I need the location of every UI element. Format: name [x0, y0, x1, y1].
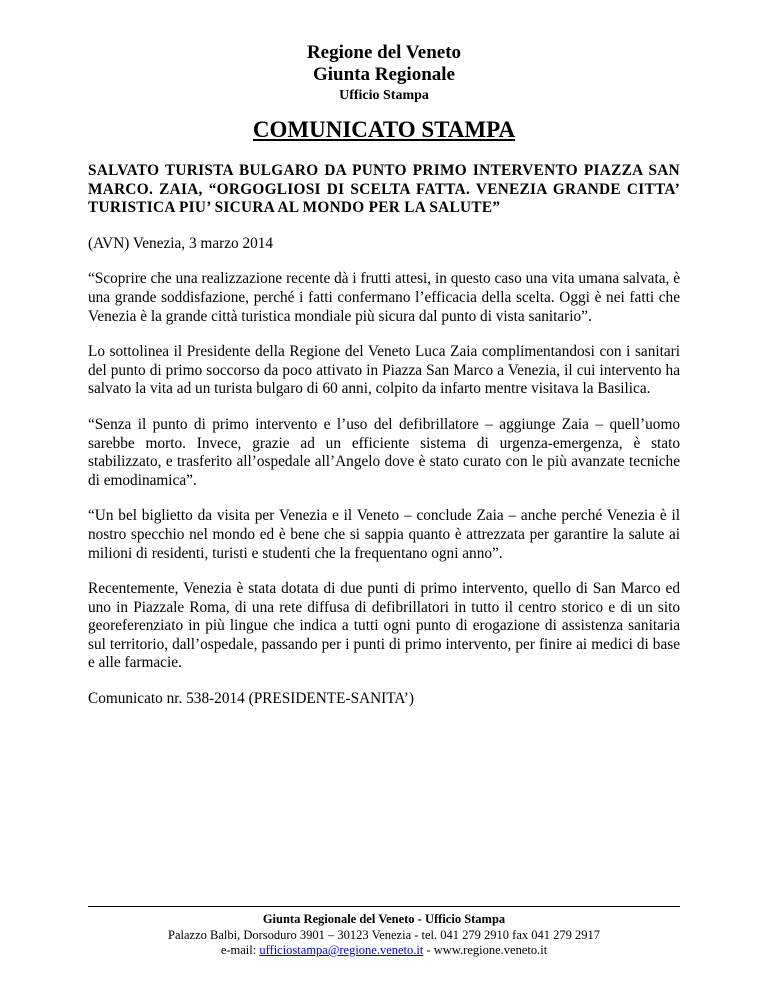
- release-number: Comunicato nr. 538-2014 (PRESIDENTE-SANITA’): [88, 690, 414, 708]
- footer-office: Giunta Regionale del Veneto - Ufficio Stampa: [262, 912, 506, 926]
- footer-contacts: [0, 943, 768, 959]
- footer: [0, 912, 768, 959]
- letterhead-region: Regione del Veneto: [306, 42, 462, 63]
- paragraph-1: “Scoprire che una realizzazione recente dà i frutti attesi, in questo caso una vita umana salvata, è una grande soddisfazione, perché i fatti confermano l’efficacia della scelta. Oggi è nei fatti che Venezia è la grande città turistica mondiale più sicura dal punto di vista sanitario”.: [88, 270, 680, 325]
- footer-address: Palazzo Balbi, Dorsoduro 3901 – 30123 Venezia - tel. 041 279 2910 fax 041 279 2917: [168, 927, 600, 942]
- paragraph-2: Lo sottolinea il Presidente della Regione del Veneto Luca Zaia complimentandosi con i sanitari del punto di primo soccorso da poco attivato in Piazza San Marco a Venezia, il cui intervento ha salvato la vita ad un turista bulgaro di 60 anni, colpito da infarto mentre visitava la Basilica.: [88, 343, 680, 398]
- letterhead: [0, 42, 768, 106]
- paragraph-5: Recentemente, Venezia è stata dotata di due punti di primo intervento, quello di San Marco ed uno in Piazzale Roma, di una rete diffusa di defibrillatori in tutto il centro storico e di un sito georeferenziato in più lingue che indica a tutti ogni punto di erogazione di assistenza sanitaria sul territorio, dall’ospedale, passando per i punti di primo intervento, per finire ai medici di base e alle farmacie.: [88, 580, 680, 672]
- paragraph-3: “Senza il punto di primo intervento e l’uso del defibrillatore – aggiunge Zaia – quell’uomo sarebbe morto. Invece, grazie ad un efficiente sistema di urgenza-emergenza, è stato stabilizzato, e trasferito all’ospedale all’Angelo dove è stato curato con le più avanzate tecniche di emodinamica”.: [88, 415, 680, 489]
- footer-divider: [88, 906, 680, 907]
- letterhead-office: Ufficio Stampa: [339, 88, 429, 103]
- paragraph-4: “Un bel biglietto da visita per Venezia e il Veneto – conclude Zaia – anche perché Venezia è il nostro specchio nel mondo ed è bene che si sappia quanto è attrezzata per garantire la salute ai milioni di residenti, turisti e studenti che la frequentano ogni anno”.: [88, 507, 680, 562]
- letterhead-council: Giunta Regionale: [313, 64, 455, 85]
- dateline: (AVN) Venezia, 3 marzo 2014: [88, 234, 274, 252]
- email-label: e-mail:: [220, 943, 260, 957]
- email-link[interactable]: ufficiostampa@regione.veneto.it: [259, 943, 424, 957]
- website-text: - www.regione.veneto.it: [423, 943, 548, 957]
- document-title: COMUNICATO STAMPA: [252, 117, 516, 142]
- headline: SALVATO TURISTA BULGARO DA PUNTO PRIMO INTERVENTO PIAZZA SAN MARCO. ZAIA, “ORGOGLIOSI DI SCELTA FATTA. VENEZIA GRANDE CITTA’ TURISTICA PIU’ SICURA AL MONDO PER LA SALUTE”: [88, 162, 680, 217]
- document-body: [88, 162, 680, 726]
